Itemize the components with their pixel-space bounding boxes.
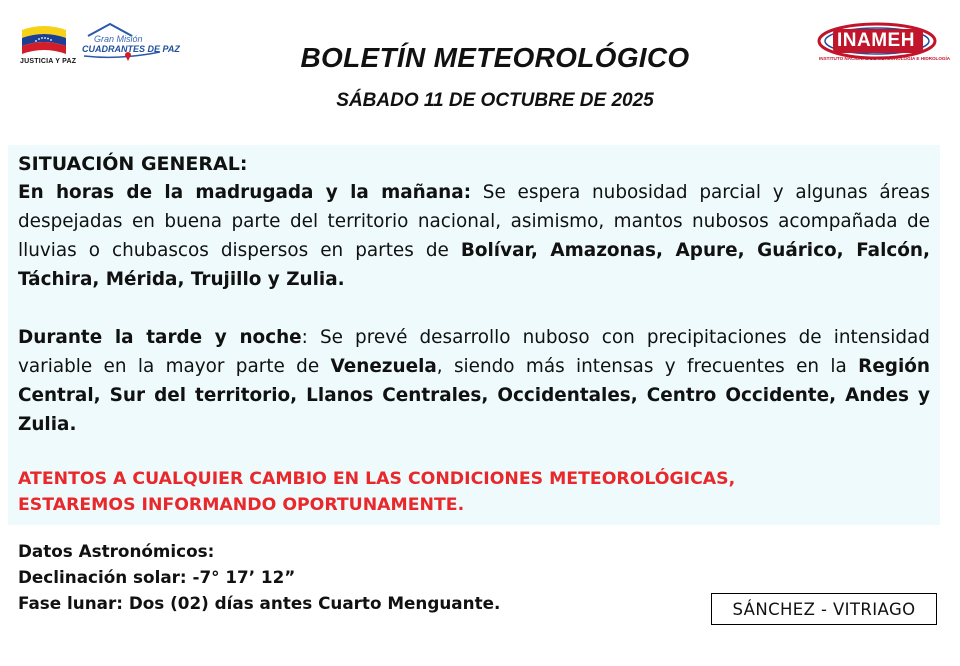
left-logo-caption: JUSTICIA Y PAZ	[20, 58, 77, 65]
gm-logo-line1: Gran Misión	[94, 34, 143, 44]
signature-box: SÁNCHEZ - VITRIAGO	[711, 593, 937, 625]
afternoon-regions: Región Central, Sur del territorio, Llanos Centrales, Occidentales, Centro Occidente, Andes y Zulia.	[18, 356, 931, 435]
inameh-subtitle: INSTITUTO NACIONAL DE METEOROLOGÍA E HIDROLOGÍA	[819, 56, 951, 61]
inameh-name: INAMEH	[837, 30, 915, 51]
morning-regions: Bolívar, Amazonas, Apure, Guárico, Falcón, Táchira, Mérida, Trujillo y Zulia.	[18, 240, 931, 290]
astro-heading: Datos Astronómicos:	[18, 541, 215, 561]
astronomical-data	[18, 538, 500, 616]
general-situation-box	[8, 145, 940, 525]
gm-logo-line2: CUADRANTES DE PAZ	[82, 44, 180, 54]
moon-phase: Fase lunar: Dos (02) días antes Cuarto Menguante.	[18, 593, 501, 613]
alert-line-2: ESTAREMOS INFORMANDO OPORTUNAMENTE.	[18, 495, 465, 515]
afternoon-label: Durante la tarde y noche	[18, 327, 302, 348]
section-heading: SITUACIÓN GENERAL:	[18, 153, 248, 175]
afternoon-text2: , siendo más intensas y frecuentes en la	[436, 356, 859, 377]
bulletin-date: SÁBADO 11 DE OCTUBRE DE 2025	[336, 90, 654, 111]
morning-text: Se espera nubosidad parcial y algunas áreas despejadas en buena parte del territorio nacional, asimismo, mantos nubosos acompañada de lluvias o chubascos dispersos en partes de	[18, 182, 930, 261]
morning-forecast	[18, 178, 930, 294]
alert-line-1: ATENTOS A CUALQUIER CAMBIO EN LAS CONDICIONES METEOROLÓGICAS,	[18, 469, 736, 489]
morning-label: En horas de la madrugada y la mañana:	[18, 182, 472, 203]
afternoon-text1: : Se prevé desarrollo nuboso con precipitaciones de intensidad variable en la mayor parte de	[18, 327, 930, 377]
afternoon-forecast	[18, 323, 930, 439]
bulletin-title: BOLETÍN METEOROLÓGICO	[300, 42, 690, 73]
afternoon-country: Venezuela	[330, 356, 437, 377]
solar-declination: Declinación solar: -7° 17’ 12”	[18, 567, 296, 587]
